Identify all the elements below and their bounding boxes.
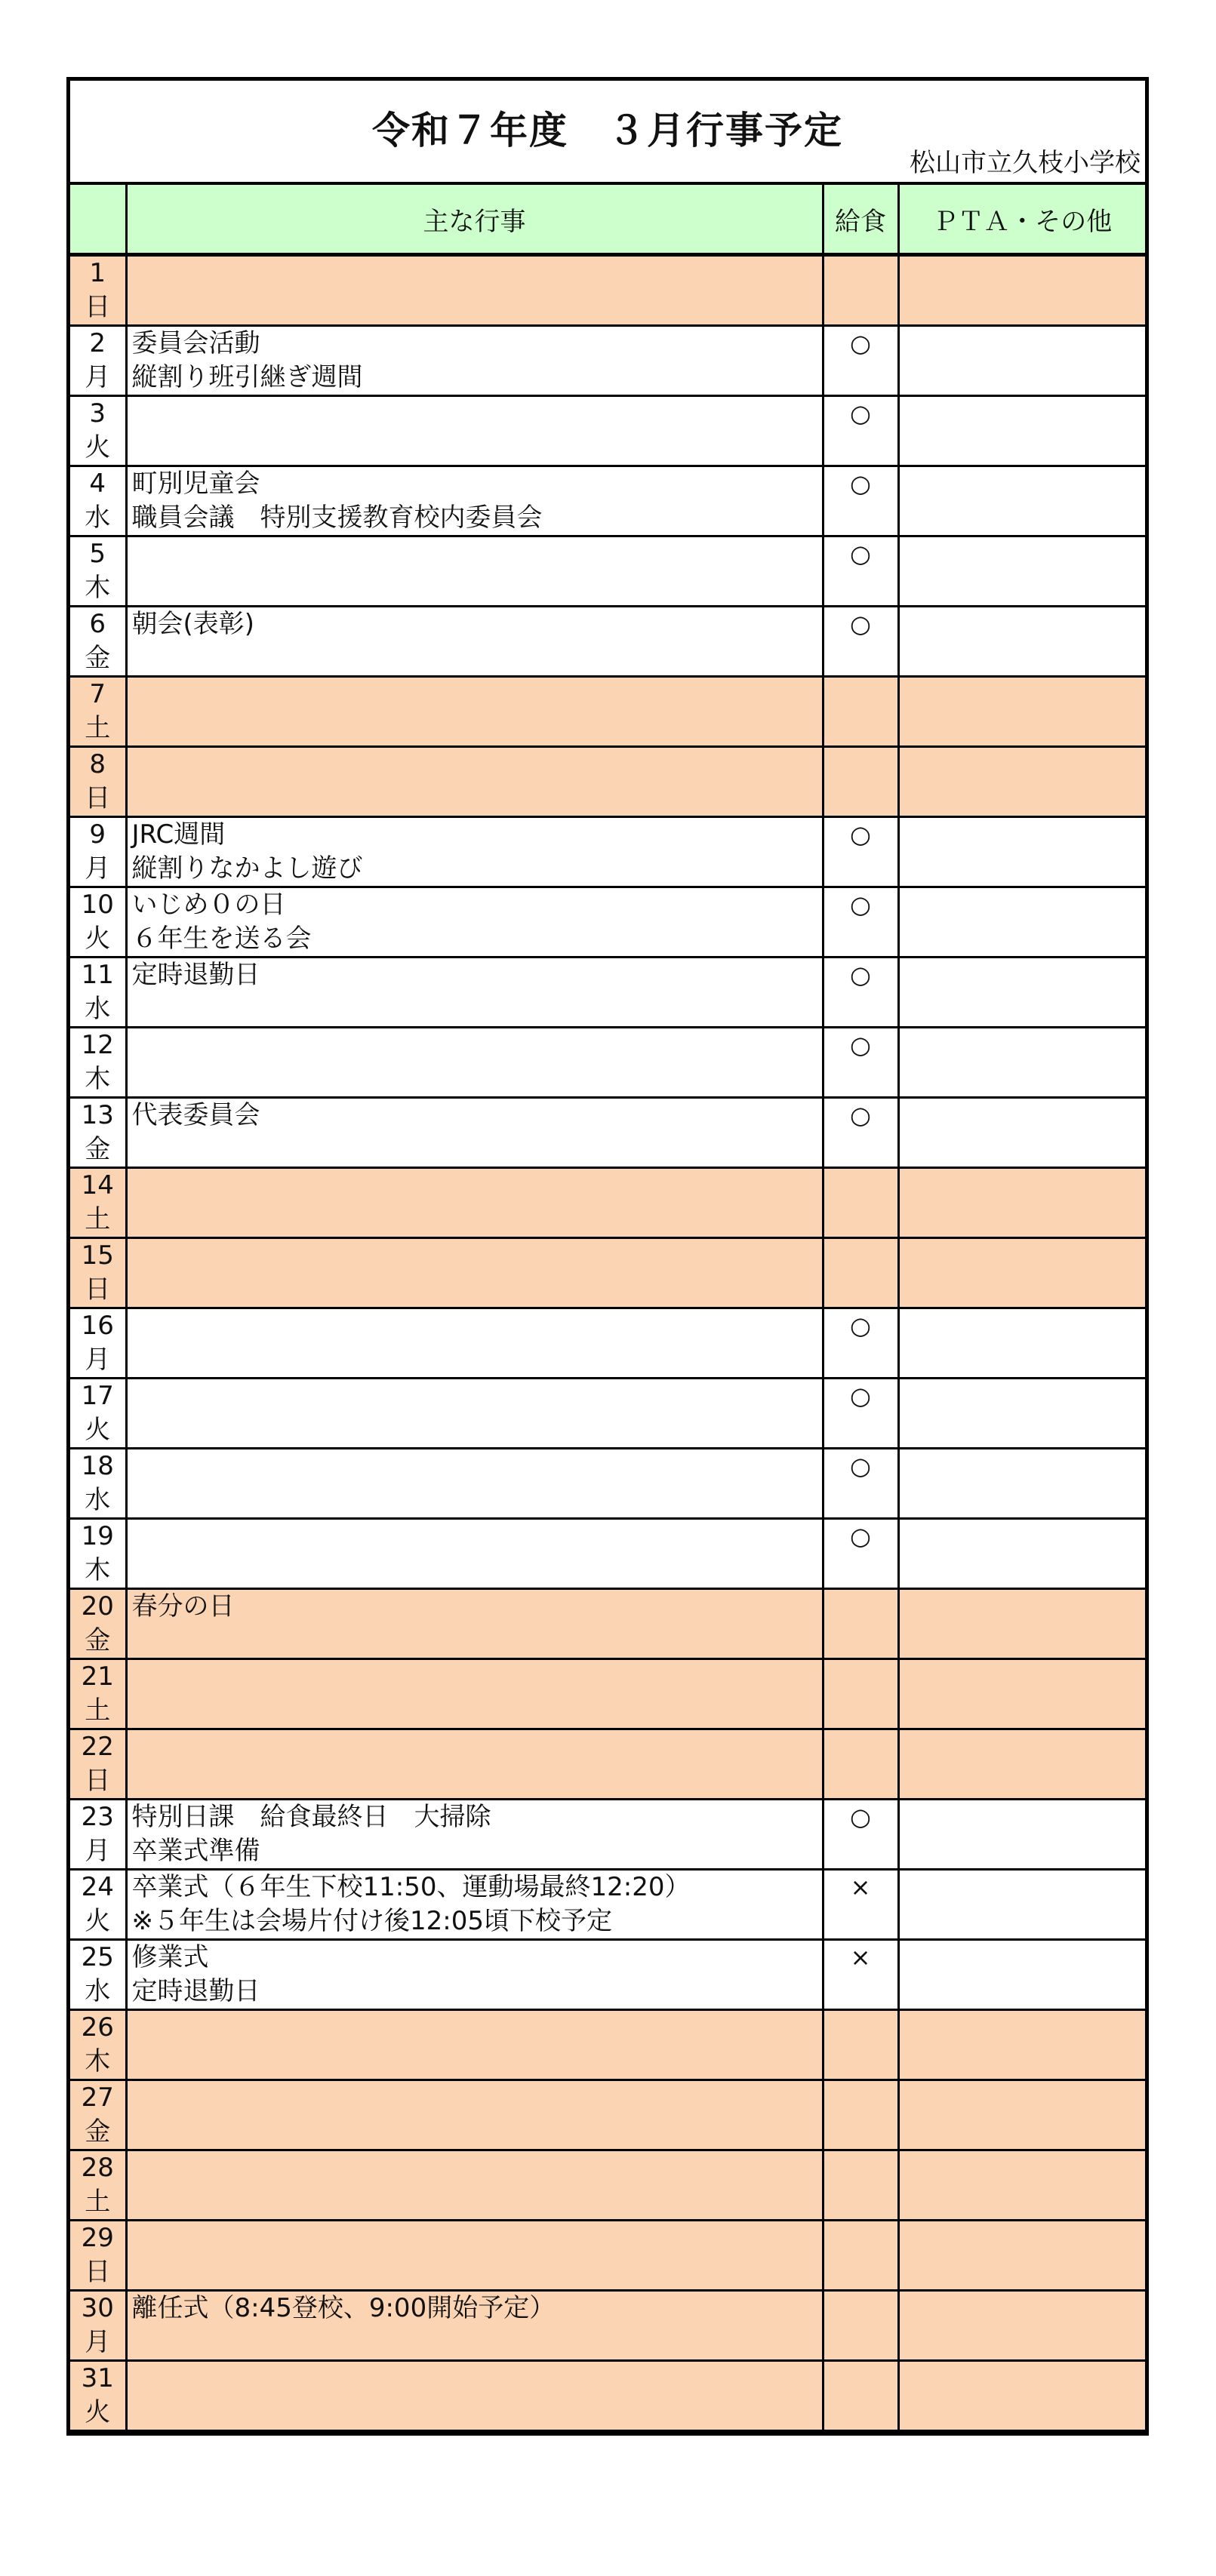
table-row: [70, 1028, 1145, 1098]
table-row: [70, 1308, 1145, 1379]
weekday-label: 月: [85, 1345, 111, 1375]
pta-cell: [898, 1168, 1145, 1238]
date-cell: [70, 1519, 126, 1589]
weekday-label: 土: [85, 713, 111, 743]
event-line-2: 職員会議 特別支援教育校内委員会: [131, 503, 543, 533]
day-number: 23: [81, 1802, 114, 1832]
weekday-label: 水: [85, 1976, 111, 2006]
schedule-table: [70, 185, 1145, 2432]
event-cell: [126, 255, 823, 326]
title-row: [70, 81, 1145, 185]
pta-cell: [898, 2080, 1145, 2150]
day-number: 11: [81, 960, 114, 990]
date-cell: [70, 958, 126, 1028]
date-cell: [70, 466, 126, 536]
lunch-mark: [823, 2361, 898, 2431]
day-number: 4: [89, 469, 106, 499]
date-cell: [70, 2291, 126, 2361]
lunch-mark: ○: [823, 958, 898, 1028]
day-number: 17: [81, 1381, 114, 1411]
pta-cell: [898, 1870, 1145, 1940]
event-cell: [126, 1870, 823, 1940]
event-cell: [126, 1238, 823, 1308]
weekday-label: 金: [85, 1625, 111, 1655]
pta-cell: [898, 1659, 1145, 1729]
day-number: 29: [81, 2223, 114, 2253]
day-number: 26: [81, 2012, 114, 2043]
weekday-label: 木: [85, 1555, 111, 1585]
day-number: 19: [81, 1521, 114, 1551]
event-cell: [126, 1659, 823, 1729]
lunch-mark: ○: [823, 817, 898, 887]
weekday-label: 土: [85, 1204, 111, 1234]
event-line-2: 縦割り班引継ぎ週間: [131, 362, 363, 392]
lunch-mark: [823, 1729, 898, 1800]
date-cell: [70, 1168, 126, 1238]
table-row: [70, 2291, 1145, 2361]
weekday-label: 火: [85, 2397, 111, 2427]
date-cell: [70, 607, 126, 677]
event-cell: [126, 887, 823, 958]
event-cell: [126, 1800, 823, 1870]
event-line-2: 定時退勤日: [131, 1976, 260, 2006]
pta-cell: [898, 536, 1145, 607]
event-line-1: 修業式: [131, 1942, 209, 1972]
table-row: [70, 396, 1145, 466]
weekday-label: 日: [85, 292, 111, 322]
pta-cell: [898, 677, 1145, 747]
event-line-2: 縦割りなかよし遊び: [131, 853, 363, 884]
date-cell: [70, 817, 126, 887]
event-cell: [126, 1168, 823, 1238]
table-row: [70, 326, 1145, 396]
weekday-label: 火: [85, 432, 111, 463]
day-number: 22: [81, 1732, 114, 1762]
date-cell: [70, 326, 126, 396]
date-cell: [70, 1589, 126, 1659]
day-number: 18: [81, 1451, 114, 1481]
lunch-mark: ○: [823, 1519, 898, 1589]
weekday-label: 火: [85, 1415, 111, 1445]
table-row: [70, 466, 1145, 536]
lunch-mark: ○: [823, 1028, 898, 1098]
lunch-mark: ○: [823, 1379, 898, 1449]
event-cell: [126, 1589, 823, 1659]
lunch-mark: [823, 747, 898, 817]
event-line-1: 特別日課 給食最終日 大掃除: [131, 1802, 491, 1832]
lunch-mark: [823, 255, 898, 326]
pta-cell: [898, 747, 1145, 817]
day-number: 13: [81, 1100, 114, 1130]
table-row: [70, 607, 1145, 677]
event-line-1: いじめ０の日: [131, 890, 286, 920]
event-line-1: 離任式（8:45登校、9:00開始予定）: [131, 2293, 556, 2323]
date-cell: [70, 1308, 126, 1379]
pta-cell: [898, 2150, 1145, 2221]
event-cell: [126, 1729, 823, 1800]
weekday-label: 水: [85, 994, 111, 1024]
table-row: [70, 1659, 1145, 1729]
weekday-label: 月: [85, 1836, 111, 1866]
event-cell: [126, 2080, 823, 2150]
day-number: 7: [89, 679, 106, 709]
lunch-mark: [823, 1168, 898, 1238]
event-cell: [126, 1449, 823, 1519]
lunch-mark: ○: [823, 1449, 898, 1519]
weekday-label: 水: [85, 503, 111, 533]
day-number: 10: [81, 890, 114, 920]
date-cell: [70, 2010, 126, 2080]
pta-cell: [898, 1238, 1145, 1308]
lunch-mark: ○: [823, 466, 898, 536]
lunch-mark: [823, 2291, 898, 2361]
date-cell: [70, 536, 126, 607]
weekday-label: 金: [85, 2116, 111, 2147]
table-row: [70, 817, 1145, 887]
header-date: [70, 185, 126, 255]
table-row: [70, 1940, 1145, 2010]
table-row: [70, 1379, 1145, 1449]
day-number: 20: [81, 1591, 114, 1622]
table-row: [70, 677, 1145, 747]
event-line-2: ６年生を送る会: [131, 924, 312, 954]
event-cell: [126, 607, 823, 677]
event-cell: [126, 1028, 823, 1098]
event-line-1: 定時退勤日: [131, 960, 260, 990]
pta-cell: [898, 1519, 1145, 1589]
date-cell: [70, 2221, 126, 2291]
lunch-mark: ○: [823, 326, 898, 396]
lunch-mark: ○: [823, 887, 898, 958]
event-cell: [126, 817, 823, 887]
day-number: 8: [89, 749, 106, 779]
pta-cell: [898, 887, 1145, 958]
lunch-mark: ×: [823, 1940, 898, 2010]
table-row: [70, 1238, 1145, 1308]
event-cell: [126, 2221, 823, 2291]
pta-cell: [898, 1308, 1145, 1379]
event-cell: [126, 1308, 823, 1379]
table-row: [70, 2221, 1145, 2291]
date-cell: [70, 255, 126, 326]
pta-cell: [898, 326, 1145, 396]
weekday-label: 火: [85, 1906, 111, 1936]
event-cell: [126, 466, 823, 536]
date-cell: [70, 1238, 126, 1308]
date-cell: [70, 1800, 126, 1870]
weekday-label: 木: [85, 573, 111, 603]
day-number: 6: [89, 609, 106, 639]
header-lunch: 給食: [823, 185, 898, 255]
day-number: 31: [81, 2363, 114, 2393]
weekday-label: 日: [85, 1274, 111, 1305]
event-line-1: 代表委員会: [131, 1100, 260, 1130]
lunch-mark: [823, 2221, 898, 2291]
event-cell: [126, 677, 823, 747]
header-events: 主な行事: [126, 185, 823, 255]
table-row: [70, 887, 1145, 958]
pta-cell: [898, 1028, 1145, 1098]
event-line-1: 委員会活動: [131, 328, 260, 358]
event-cell: [126, 536, 823, 607]
pta-cell: [898, 1379, 1145, 1449]
date-cell: [70, 1870, 126, 1940]
event-line-2: 卒業式準備: [131, 1836, 260, 1866]
event-cell: [126, 1379, 823, 1449]
date-cell: [70, 1098, 126, 1168]
table-row: [70, 2361, 1145, 2431]
event-cell: [126, 396, 823, 466]
lunch-mark: [823, 2150, 898, 2221]
page-title: 令和７年度 ３月行事予定: [372, 109, 843, 152]
schedule-sheet: [66, 77, 1149, 2436]
event-line-1: JRC週間: [131, 819, 226, 850]
weekday-label: 月: [85, 362, 111, 392]
table-row: [70, 2080, 1145, 2150]
event-cell: [126, 958, 823, 1028]
date-cell: [70, 677, 126, 747]
weekday-label: 日: [85, 783, 111, 813]
table-row: [70, 1729, 1145, 1800]
lunch-mark: ○: [823, 536, 898, 607]
date-cell: [70, 396, 126, 466]
pta-cell: [898, 2291, 1145, 2361]
table-row: [70, 1589, 1145, 1659]
event-cell: [126, 2150, 823, 2221]
table-row: [70, 1168, 1145, 1238]
table-row: [70, 1870, 1145, 1940]
table-row: [70, 536, 1145, 607]
pta-cell: [898, 817, 1145, 887]
lunch-mark: [823, 2010, 898, 2080]
day-number: 25: [81, 1942, 114, 1972]
day-number: 12: [81, 1030, 114, 1060]
table-row: [70, 1519, 1145, 1589]
schedule-rows: [70, 255, 1145, 2431]
weekday-label: 火: [85, 924, 111, 954]
weekday-label: 土: [85, 1695, 111, 1726]
date-cell: [70, 1028, 126, 1098]
event-line-1: 卒業式（６年生下校11:50、運動場最終12:20）: [131, 1872, 691, 1902]
pta-cell: [898, 958, 1145, 1028]
table-row: [70, 2150, 1145, 2221]
pta-cell: [898, 1729, 1145, 1800]
pta-cell: [898, 466, 1145, 536]
date-cell: [70, 747, 126, 817]
event-cell: [126, 2361, 823, 2431]
table-row: [70, 1800, 1145, 1870]
pta-cell: [898, 2221, 1145, 2291]
day-number: 27: [81, 2083, 114, 2113]
pta-cell: [898, 1589, 1145, 1659]
lunch-mark: ×: [823, 1870, 898, 1940]
lunch-mark: ○: [823, 1098, 898, 1168]
table-row: [70, 2010, 1145, 2080]
lunch-mark: [823, 1659, 898, 1729]
weekday-label: 月: [85, 2327, 111, 2357]
table-row: [70, 255, 1145, 326]
day-number: 30: [81, 2293, 114, 2323]
date-cell: [70, 2080, 126, 2150]
event-line-2: ※５年生は会場片付け後12:05頃下校予定: [131, 1906, 612, 1936]
day-number: 15: [81, 1240, 114, 1271]
header-row: [70, 185, 1145, 255]
lunch-mark: [823, 677, 898, 747]
pta-cell: [898, 2361, 1145, 2431]
date-cell: [70, 1940, 126, 2010]
table-row: [70, 958, 1145, 1028]
pta-cell: [898, 2010, 1145, 2080]
event-cell: [126, 1098, 823, 1168]
date-cell: [70, 1729, 126, 1800]
event-cell: [126, 747, 823, 817]
pta-cell: [898, 1098, 1145, 1168]
table-row: [70, 747, 1145, 817]
weekday-label: 木: [85, 1064, 111, 1094]
pta-cell: [898, 255, 1145, 326]
school-name: 松山市立久枝小学校: [910, 148, 1141, 178]
date-cell: [70, 2150, 126, 2221]
lunch-mark: ○: [823, 1800, 898, 1870]
date-cell: [70, 887, 126, 958]
event-cell: [126, 1519, 823, 1589]
event-line-1: 春分の日: [131, 1591, 235, 1622]
lunch-mark: [823, 2080, 898, 2150]
day-number: 5: [89, 539, 106, 569]
pta-cell: [898, 396, 1145, 466]
event-cell: [126, 326, 823, 396]
pta-cell: [898, 607, 1145, 677]
event-cell: [126, 1940, 823, 2010]
weekday-label: 金: [85, 1134, 111, 1164]
date-cell: [70, 1379, 126, 1449]
lunch-mark: [823, 1589, 898, 1659]
table-row: [70, 1449, 1145, 1519]
weekday-label: 金: [85, 643, 111, 673]
weekday-label: 土: [85, 2187, 111, 2217]
date-cell: [70, 1659, 126, 1729]
event-line-1: 町別児童会: [131, 469, 260, 499]
day-number: 28: [81, 2153, 114, 2183]
pta-cell: [898, 1449, 1145, 1519]
day-number: 24: [81, 1872, 114, 1902]
event-cell: [126, 2010, 823, 2080]
event-line-1: 朝会(表彰): [131, 609, 255, 639]
table-row: [70, 1098, 1145, 1168]
date-cell: [70, 1449, 126, 1519]
weekday-label: 水: [85, 1485, 111, 1515]
lunch-mark: ○: [823, 1308, 898, 1379]
event-cell: [126, 2291, 823, 2361]
lunch-mark: ○: [823, 396, 898, 466]
day-number: 9: [89, 819, 106, 850]
pta-cell: [898, 1800, 1145, 1870]
pta-cell: [898, 1940, 1145, 2010]
date-cell: [70, 2361, 126, 2431]
day-number: 2: [89, 328, 106, 358]
lunch-mark: ○: [823, 607, 898, 677]
weekday-label: 木: [85, 2046, 111, 2076]
weekday-label: 日: [85, 1766, 111, 1796]
day-number: 3: [89, 398, 106, 429]
day-number: 16: [81, 1311, 114, 1341]
weekday-label: 月: [85, 853, 111, 884]
header-pta: ＰＴＡ・その他: [898, 185, 1145, 255]
day-number: 21: [81, 1661, 114, 1692]
lunch-mark: [823, 1238, 898, 1308]
day-number: 14: [81, 1170, 114, 1200]
day-number: 1: [89, 258, 106, 288]
weekday-label: 日: [85, 2257, 111, 2287]
